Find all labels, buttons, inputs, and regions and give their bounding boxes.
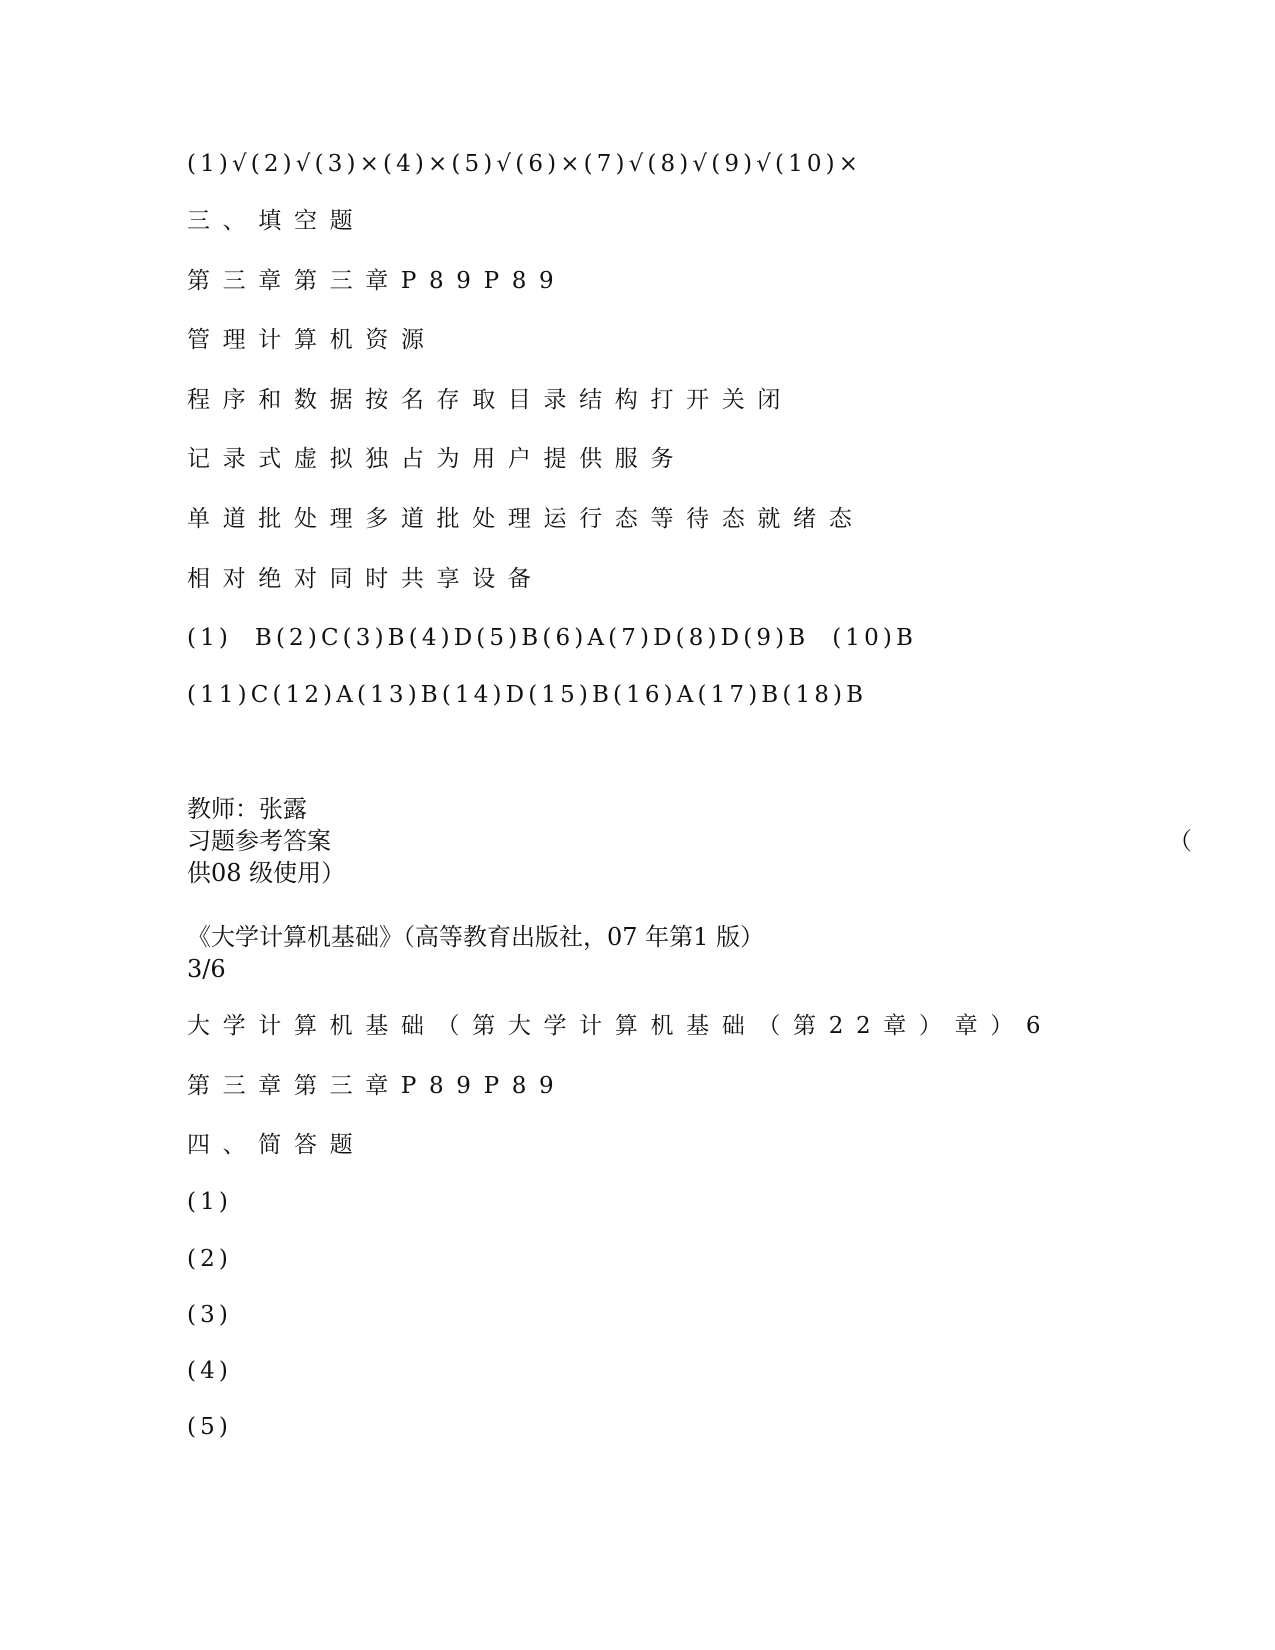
short-answer-3: (3)	[187, 1302, 232, 1328]
answer-line-1: (1)√(2)√(3)×(4)×(5)√(6)×(7)√(8)√(9)√(10)×	[187, 151, 863, 177]
chapter-ref-2: 第三章第三章P89P89	[187, 1073, 567, 1099]
running-header: 大学计算机基础（第大学计算机基础（第22章）章）6	[187, 1013, 1054, 1039]
answer-line-6: 相对绝对同时共享设备	[187, 566, 544, 592]
choice-answers-1: (1) B(2)C(3)B(4)D(5)B(6)A(7)D(8)D(9)B (10)B	[187, 625, 918, 651]
short-answer-4: (4)	[187, 1358, 232, 1384]
answer-line-3: 程序和数据按名存取目录结构打开关闭	[187, 387, 794, 413]
answer-line-5: 单道批处理多道批处理运行态等待态就绪态	[187, 506, 865, 532]
open-paren: （	[1168, 827, 1192, 855]
answer-line-2: 管理计算机资源	[187, 327, 437, 353]
usage-note: 供08 级使用）	[187, 859, 346, 887]
teacher-label: 教师：张露	[187, 795, 307, 823]
section-heading-short: 四、简答题	[187, 1132, 366, 1158]
answer-line-4: 记录式虚拟独占为用户提供服务	[187, 446, 687, 472]
chapter-ref-1: 第三章第三章P89P89	[187, 268, 567, 294]
doc-title: 习题参考答案	[187, 827, 331, 855]
page-number: 3/6	[187, 955, 226, 983]
section-heading-fill: 三、填空题	[187, 208, 366, 234]
short-answer-1: (1)	[187, 1189, 232, 1215]
short-answer-2: (2)	[187, 1246, 232, 1272]
choice-answers-2: (11)C(12)A(13)B(14)D(15)B(16)A(17)B(18)B	[187, 682, 868, 708]
short-answer-5: (5)	[187, 1414, 232, 1440]
book-title: 《大学计算机基础》（高等教育出版社，07 年第1 版）	[187, 923, 765, 951]
